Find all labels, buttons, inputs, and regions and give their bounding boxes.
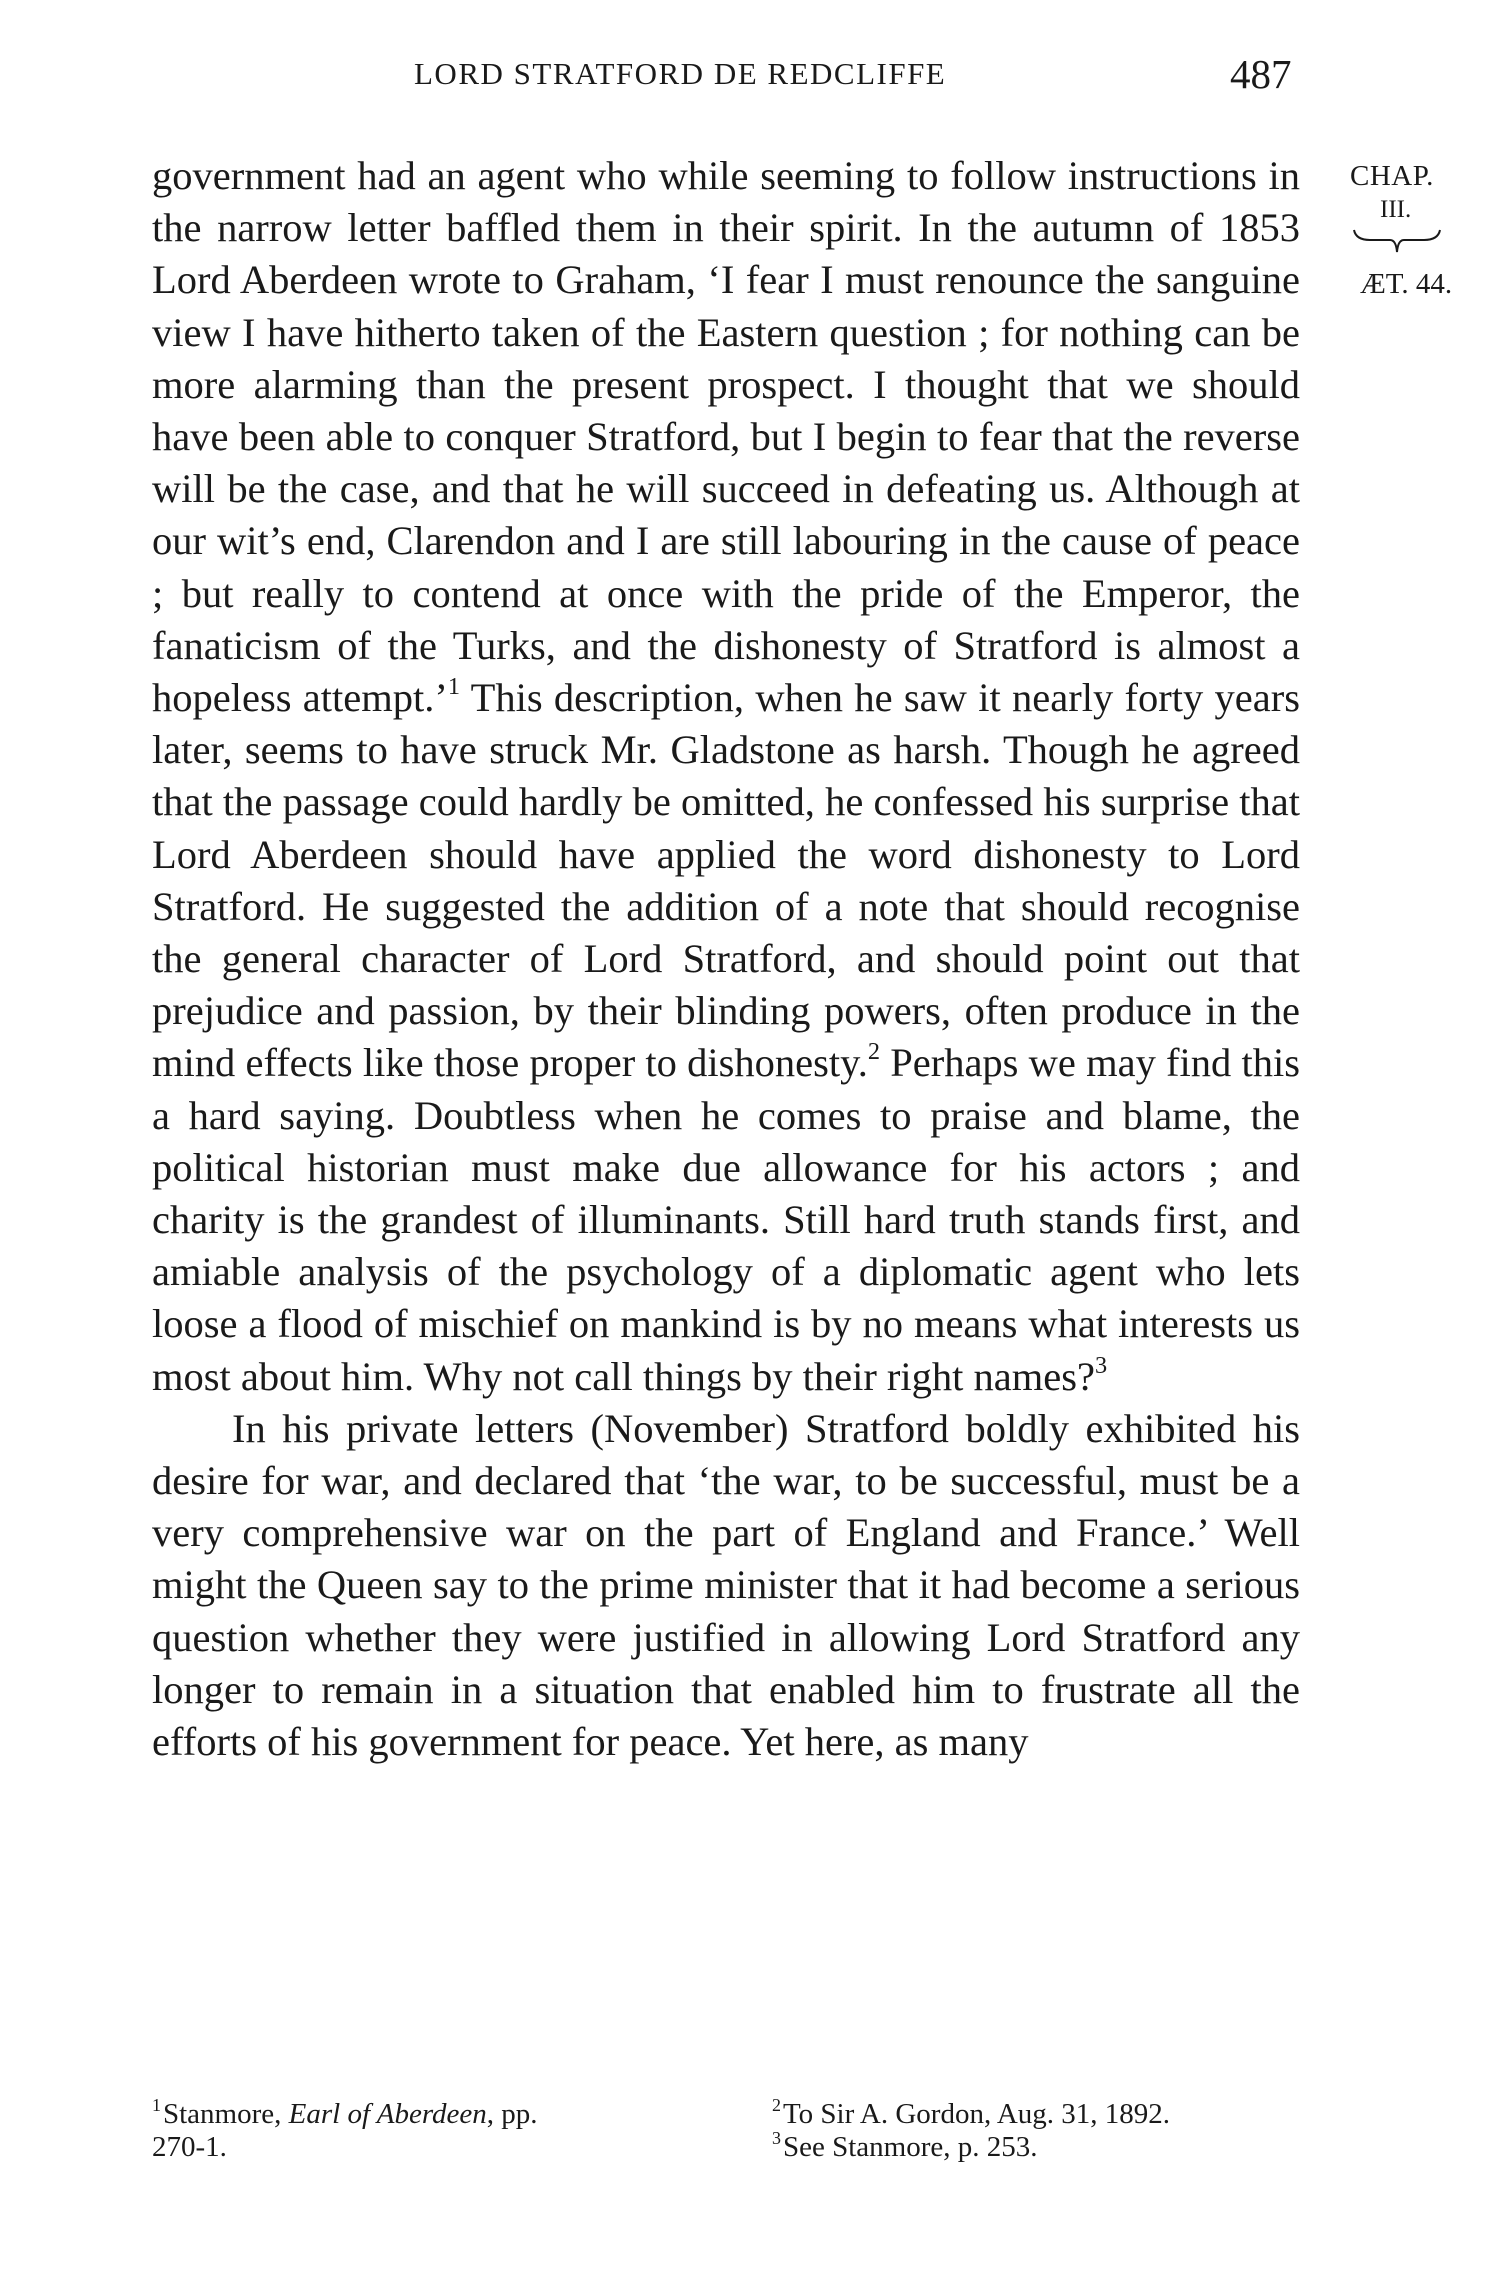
footnote-ref-3: 3 bbox=[1095, 1351, 1108, 1379]
footnote-1-line-2: 270-1. bbox=[152, 2131, 227, 2163]
paragraph-2: In his private letters (November) Stratford boldly exhibited his desire for war, and declared that ‘the war, to be successful, must be a very comprehensive war on the part of England and France.’ Well might the Queen say to the prime minister that it had become a serious question whether they were justified in allowing Lord Stratford any longer to remain in a situation that enabled him to frustrate all the efforts of his government for peace. Yet here, as many bbox=[152, 1405, 1300, 1765]
footnote-3-text: See Stanmore, p. 253. bbox=[782, 2131, 1038, 2163]
footnote-1-work: Earl of Aberdeen bbox=[288, 2098, 487, 2130]
margin-age-note: ÆT. 44. bbox=[1360, 268, 1453, 300]
footnote-1 bbox=[152, 2095, 712, 2164]
footnote-1-pages-a: , pp. bbox=[486, 2098, 538, 2130]
footnote-ref-2: 2 bbox=[867, 1038, 881, 1066]
paragraph-1-part-b: This description, when he saw it nearly forty years later, seems to have struck Mr. Gladstone as harsh. Though he agreed that the passage could hardly be omitted, he confessed his surprise that Lord Aberdeen should have applied the word dishonesty to Lord Stratford. He suggested the addition of a note that should recognise the general character of Lord Stratford, and should point out that prejudice and passion, by their blinding powers, often produce in the mind effects like those proper to dishonesty. bbox=[152, 675, 1300, 1086]
footnotes-right-column bbox=[772, 2095, 1312, 2164]
footnote-3-marker: 3 bbox=[772, 2128, 781, 2149]
margin-chapter-label: CHAP. bbox=[1350, 160, 1434, 192]
margin-chapter-number: III. bbox=[1380, 196, 1412, 223]
footnote-1-author: Stanmore, bbox=[162, 2098, 289, 2130]
paragraph-1-part-a: government had an agent who while seeming to follow instructions in the narrow letter baffled them in their spirit. In the autumn of 1853 Lord Aberdeen wrote to Graham, ‘I fear I must renounce the sanguine view I have hitherto taken of the Eastern question ; for nothing can be more alarming than the present prospect. I thought that we should have been able to conquer Stratford, but I begin to fear that the reverse will be the case, and that he will succeed in defeating us. Although at our wit’s end, Clarendon and I are still labouring in the cause of peace ; but really to contend at once with the pride of the Emperor, the fanaticism of the Turks, and the dishonesty of Stratford is almost a hopeless attempt.’ bbox=[152, 153, 1300, 721]
footnote-3 bbox=[772, 2128, 1312, 2164]
main-text bbox=[152, 150, 1300, 1768]
footnote-2 bbox=[772, 2095, 1312, 2131]
page-number: 487 bbox=[1230, 51, 1292, 97]
margin-brace bbox=[1352, 228, 1442, 254]
footnote-1-marker: 1 bbox=[152, 2095, 161, 2116]
paragraph-1-part-c: Perhaps we may find this a hard saying. Doubtless when he comes to praise and blame, the political historian must make due allowance for his actors ; and charity is the grandest of illuminants. Still hard truth stands first, and amiable analysis of the psychology of a diplomatic agent who lets loose a flood of mischief on mankind is by no means what interests us most about him. Why not call things by their right names? bbox=[152, 1040, 1300, 1399]
paragraph-1 bbox=[152, 150, 1300, 1403]
running-header-title: LORD STRATFORD DE REDCLIFFE bbox=[414, 56, 947, 91]
footnote-1-line-1 bbox=[152, 2095, 712, 2131]
footnote-2-marker: 2 bbox=[772, 2095, 781, 2116]
footnote-ref-1: 1 bbox=[447, 673, 461, 701]
footnote-2-text: To Sir A. Gordon, Aug. 31, 1892. bbox=[782, 2098, 1171, 2130]
